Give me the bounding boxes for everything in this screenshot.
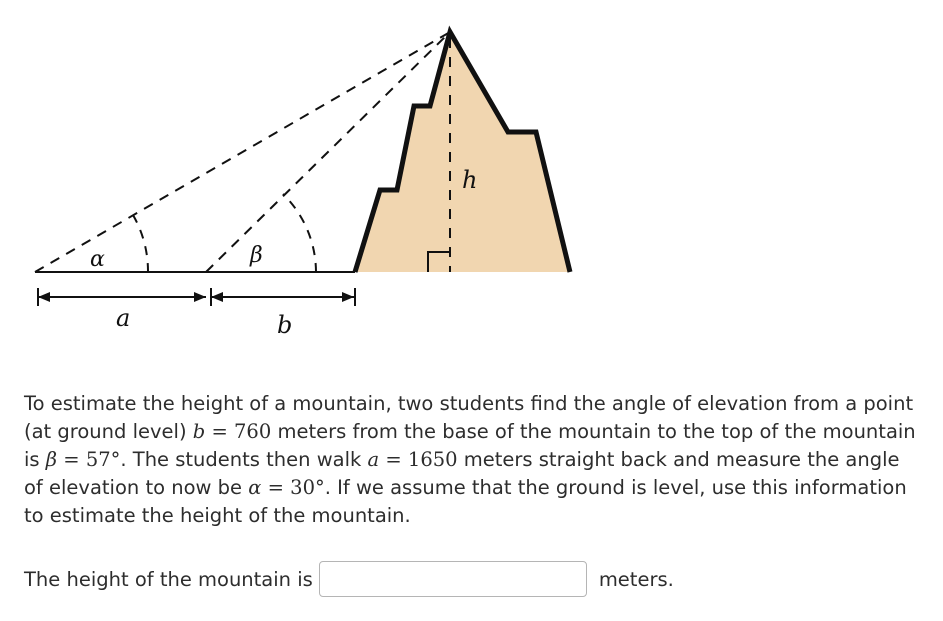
value-b: 760	[234, 420, 272, 443]
problem-text-part: To estimate the height of a mountain, two students find the angle of elevation from a point (at ground level)	[24, 392, 914, 443]
a-label: a	[116, 304, 131, 332]
alpha-label: α	[90, 247, 105, 272]
mountain-shape	[355, 32, 570, 272]
equals-sign: =	[205, 420, 235, 443]
h-label: h	[462, 166, 478, 194]
equals-sign: =	[379, 448, 408, 471]
beta-arc	[283, 194, 316, 272]
degree-symbol: °	[110, 448, 121, 471]
answer-row	[24, 559, 674, 599]
dimension-b	[211, 288, 355, 306]
var-beta: β	[45, 448, 58, 471]
var-a: a	[367, 448, 380, 471]
degree-symbol: °	[314, 476, 325, 499]
value-a: 1650	[407, 448, 458, 471]
answer-suffix: meters.	[598, 567, 674, 591]
equals-sign: =	[261, 476, 291, 499]
var-b: b	[192, 420, 206, 443]
beta-label: β	[250, 243, 263, 268]
problem-text	[24, 390, 919, 530]
problem-text-part: . The students then walk	[120, 448, 368, 471]
alpha-arc	[133, 215, 148, 272]
height-answer-input[interactable]	[319, 561, 587, 597]
b-label: b	[277, 311, 293, 339]
var-alpha: α	[248, 476, 262, 499]
problem-statement	[24, 390, 919, 530]
value-beta: 57	[85, 448, 111, 471]
problem-text-part: meters straight back and measure the angle of elevation to now be	[24, 448, 900, 499]
equals-sign: =	[57, 448, 86, 471]
problem-text-part: meters from the base of the mountain to the top of the mountain is	[24, 420, 916, 471]
answer-prefix: The height of the mountain is	[24, 567, 313, 591]
problem-text-part: . If we assume that the ground is level, use this information to estimate the height of the mountain.	[24, 476, 907, 527]
value-alpha: 30	[290, 476, 315, 499]
